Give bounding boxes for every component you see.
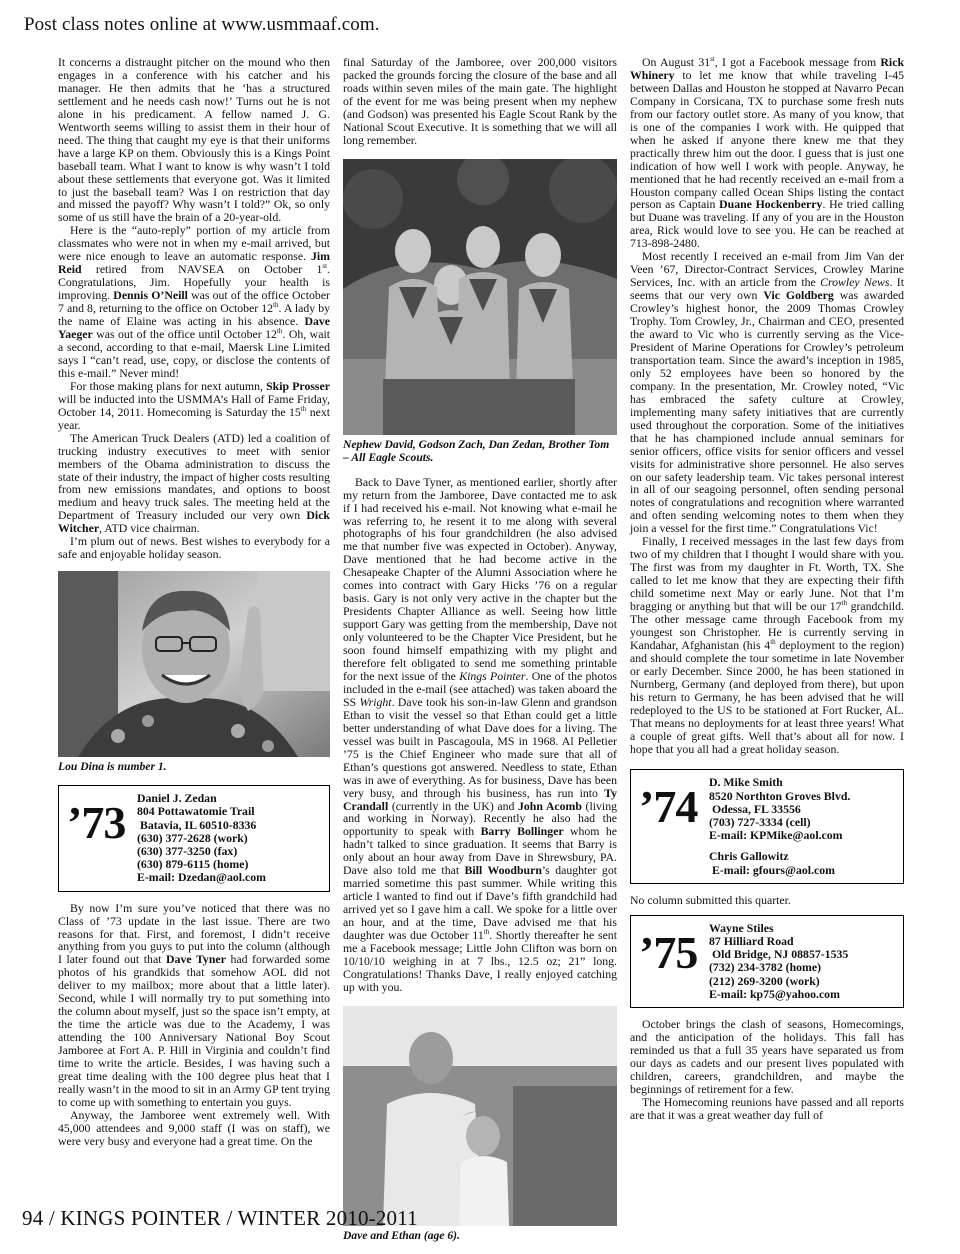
article-paragraph: The American Truck Dealers (ATD) led a coalition of trucking industry executives to meet with senior members of the Obama administration to discuss the state of their industry, the impact of higher costs resulting from new emissions mandates, and options to boost medium and heavy truck sales. The meeting held at the Department of Treasury included our very own Dick Witcher, ATD vice chairman. — [58, 430, 330, 536]
class-year-74: ’74 — [639, 781, 698, 833]
caption-eagle-scouts: Nephew David, Godson Zach, Dan Zedan, Brother Tom – All Eagle Scouts. — [343, 437, 610, 464]
class-year-75: ’75 — [639, 926, 698, 978]
contact-line: D. Mike Smith — [709, 775, 783, 790]
contact-line: (630) 377-2628 (work) — [137, 830, 248, 845]
class-74-note: No column submitted this quarter. — [630, 892, 791, 907]
eagle-scouts-photo — [343, 159, 617, 435]
article-paragraph: Finally, I received messages in the last few days from two of my children that I thought I would share with you. The first was from my daughter in Ft. Worth, TX. She called to let me know that they are expecting their fifth child sometime next May or early June. Not that I’m bragging or anything but that will be our 17th grandchild. The other message came through Facebook from my youngest son Christopher. He is currently serving in Kandahar, Afghanistan (his 4th deployment to the region) and should complete the tour sometime in late November or early December. Since 2000, he has been stationed in Nurnberg, Germany (and deployed from there), but upon his return to Germany, he has been advised that he will redeployed to the US to be stationed at Fort Rucker, AL. That means no deployments for at least three years! What a couple of great gifts. Well that’s about all for now. I hope that you all had a great holiday season. — [630, 534, 904, 756]
class-74-contact — [709, 776, 850, 876]
article-paragraph: The Homecoming reunions have passed and all reports are that it was a great weather day full of — [630, 1094, 904, 1122]
dave-and-ethan-photo — [343, 1006, 617, 1226]
page-footer: 94 / KINGS POINTER / WINTER 2010-2011 — [22, 1206, 418, 1230]
contact-line: Batavia, IL 60510-8336 — [137, 817, 257, 832]
contact-line: (703) 727-3334 (cell) — [709, 815, 811, 830]
article-paragraph: final Saturday of the Jamboree, over 200,000 visitors packed the grounds forcing the closure of the base and all roads within seven miles of the main gate. The highlight of the event for me was being present when my nephew (and Godson) was presented his Eagle Scout Rank by the National Scout Executive. It is something that we will all long remember. — [343, 55, 617, 147]
contact-line: (212) 269-3200 (work) — [709, 973, 820, 988]
contact-line: 804 Pottawatomie Trail — [137, 804, 255, 819]
article-paragraph: It concerns a distraught pitcher on the mound who then engages in a conference with his catcher and his manager. He then admits that he ‘has a structured settlement and he needs cash now!’ Turns out he is not alone in his predicament. A fellow named J. G. Wentworth seems willing to assist them in their hour of need. The thing that caught my eye is that their uniforms have a large KP on them. Obviously this is a Kings Point baseball team. What I want to know is why wasn’t I told about these settlements that everyone got. Was it limited to just the baseball team? Was I on restriction that day and missed the payoff? Why wasn’t I told?” Ok, so only some of us still have the brain of a 20-year-old. — [58, 55, 330, 225]
article-paragraph: Back to Dave Tyner, as mentioned earlier, shortly after my return from the Jamboree, Dave contacted me to ask if I had received his e-mail. Not knowing what e-mail he was referring to, he resent it to me along with several photographs of his four grandchildren (he also advised me that number five was expected in October). Anyway, Dave mentioned that he had become active in the Chesapeake Chapter of the Alumni Association where he comes into contract with Gary Hicks ’76 on a regular basis. Gary is not only very active in the chapter but the Presidents Chapter Alliance as well. Seeing how little support Gary was getting from the membership, Dave not only volunteered to be the Chapter Vice President, but he soon found himself empathizing with my plight and therefore felt obligated to send me something printable for the next issue of the Kings Pointer. One of the photos included in the e-mail (see attached) was taken aboard the SS Wright. Dave took his son-in-law Glenn and grandson Ethan to visit the vessel so that Ethan could get a little better understanding of what Dave does for a living. The vessel was built in Pascagoula, MS in 1968. Al Pelletier ’75 is the Chief Engineer who made sure that all of Ethan’s questions got answered. Needless to state, Ethan was in awe of everything. As for business, Dave has been very busy, and through his business, has run into Ty Crandall (currently in the UK) and John Acomb (living and working in Norway). Recently he also had the opportunity to speak with Barry Bollinger whom he hadn’t talked to since graduation. It seems that Barry is only about an hour away from Dave in Shrewsbury, PA. Dave also told me that Bill Woodburn’s daughter got married sometime this past summer. While writing this article I wanted to find out if Dave’s fifth grandchild had arrived yet so I gave him a call. We spoke for a little over an hour, and at the time, Dave advised me that his daughter was due October 11th. Shortly thereafter he sent me a Facebook message; Little John Clifton was born on 10/10/10 weighing in at 7 lbs., 12.5 oz; 21” long. Congratulations! Thanks Dave, I really enjoyed catching up with you. — [343, 474, 617, 994]
class-73-box — [58, 785, 330, 891]
article-paragraph: October brings the clash of seasons, Homecomings, and the anticipation of the holidays. This fall has reminded us that a full 35 years have separated us from our days as cadets and our present lives populated with children, careers, grandchildren, and maybe the beginnings of retirement for a few. — [630, 1017, 904, 1096]
contact-line: Wayne Stiles — [709, 920, 774, 935]
class-75-box — [630, 915, 904, 1008]
page-header: Post class notes online at www.usmmaaf.com. — [24, 14, 380, 35]
lou-dina-photo — [58, 571, 330, 757]
caption-lou-dina: Lou Dina is number 1. — [58, 760, 167, 774]
article-paragraph: On August 31st, I got a Facebook message from Rick Whinery to let me know that while traveling I-45 between Dallas and Houston he stopped at Navarro Pecan Company in Corsicana, TX to purchase some fresh nuts from our factory outlet store. As many of you know, that is one of the companies I work with. He quipped that when he asked if anyone there knew me that they practically threw him out the door. I guess that is just one indication of how well I work with people. Anyway, he mentioned that he had recently received an e-mail from a Houston company called Ocean Ships listing the contact person as Captain Duane Hockenberry. He tried calling but Duane was traveling. If any of you are in the Houston area, Rick would love to see you. He can be reached at 713-898-2480. — [630, 55, 905, 251]
contact-line: Chris Gallowitz — [709, 849, 789, 864]
contact-line: (732) 234-3782 (home) — [709, 960, 822, 975]
contact-email: E-mail: gfours@aol.com — [709, 862, 835, 877]
article-paragraph: I’m plum out of news. Best wishes to everybody for a safe and enjoyable holiday season. — [58, 534, 330, 562]
caption-dave-and-ethan: Dave and Ethan (age 6). — [343, 1228, 460, 1242]
contact-line: Daniel J. Zedan — [137, 791, 217, 806]
article-paragraph: Most recently I received an e-mail from Jim Van der Veen ’67, Director-Contract Services, Crowley Marine Services, Inc. with an article from the Crowley News. It seems that our very own Vic Goldberg was awarded Crowley’s highest honor, the 2009 Thomas Crowley Trophy. Tom Crowley, Jr., Chairman and CEO, presented the award to Vic who is currently serving as the Vice-President of Marine Operations for Crowley’s petroleum transportation team. Since the award’s inception in 1985, only 52 employees have been so honored by the company. In the presentation, Mr. Crowley noted, “Vic has embraced the safety culture at Crowley, implementing many safety initiatives that are currently used throughout the corporation. Some of the initiatives that he has championed include annual seminars for senior officers, office visits for senior officers and vessel visits for administrative shore personnel. He also serves on our safety leadership team. Vic takes personal interest in all of our seagoing personnel, often sending personal notes of congratulations and recognition where warranted and often sending welcoming notes to them when they join a vessel for the first time.” Congratulations Vic! — [630, 249, 904, 536]
contact-line: (630) 879-6115 (home) — [137, 857, 249, 872]
contact-line: 8520 Northton Groves Blvd. — [709, 788, 851, 803]
article-paragraph: For those making plans for next autumn, Skip Prosser will be inducted into the USMMA’s Hall of Fame Friday, October 14, 2011. Homecoming is Saturday the 15th next year. — [58, 378, 331, 432]
article-paragraph: By now I’m sure you’ve noticed that there was no Class of ’73 update in the last issue. There are two reasons for that. First, and foremost, I didn’t receive anything from you guys to put into the column (although I later found out that Dave Tyner had forwarded some photos of his grandkids that somehow AOL did not deliver to my mailbox; more about that a little later). Second, while I will normally try to put something into the column about myself, just so the space isn’t empty, at the time the article was due to the Academy, I was attending the 100 Anniversary National Boy Scout Jamboree at Fort A. P. Hill in Virginia and couldn’t find time to write the article. Besides, I was having such a great time dealing with the 100 degree plus heat that I really wasn’t in the mood to sit in an Army GP tent trying to come up with something to entertain you guys. — [58, 900, 330, 1109]
class-74-box — [630, 769, 904, 883]
contact-line: Old Bridge, NJ 08857-1535 — [709, 947, 849, 962]
contact-line: Odessa, FL 33556 — [709, 801, 801, 816]
contact-email: E-mail: KPMike@aol.com — [709, 828, 843, 843]
article-paragraph: Here is the “auto-reply” portion of my article from classmates who were not in when my e-mail arrived, but were nice enough to leave an automatic response. Jim Reid retired from NAVSEA on October 1st. Congratulations, Jim. Hopefully your health is improving. Dennis O’Neill was out of the office October 7 and 8, returning to the office on October 12th. A lady by the name of Elaine was acting in his absence. Dave Yaeger was out of the office until October 12th. Oh, wait a second, according to that e-mail, Maersk Line Limited says I “can’t read, use, copy, or disclose the contents of this e-mail.” Never mind! — [58, 223, 330, 380]
class-73-contact — [137, 792, 266, 884]
article-paragraph: Anyway, the Jamboree went extremely well. With 45,000 attendees and 9,000 staff (I was on staff), we were very busy and everyone had a great time. On the — [58, 1107, 330, 1148]
contact-line: 87 Hilliard Road — [709, 934, 794, 949]
column-3 — [630, 56, 904, 1122]
class-year-73: ’73 — [67, 797, 126, 849]
contact-email: E-mail: kp75@yahoo.com — [709, 986, 840, 1001]
contact-email: E-mail: Dzedan@aol.com — [137, 870, 266, 885]
contact-line: (630) 377-3250 (fax) — [137, 843, 238, 858]
column-1 — [58, 56, 330, 1148]
class-75-contact — [709, 922, 848, 1001]
column-2 — [343, 56, 617, 1254]
